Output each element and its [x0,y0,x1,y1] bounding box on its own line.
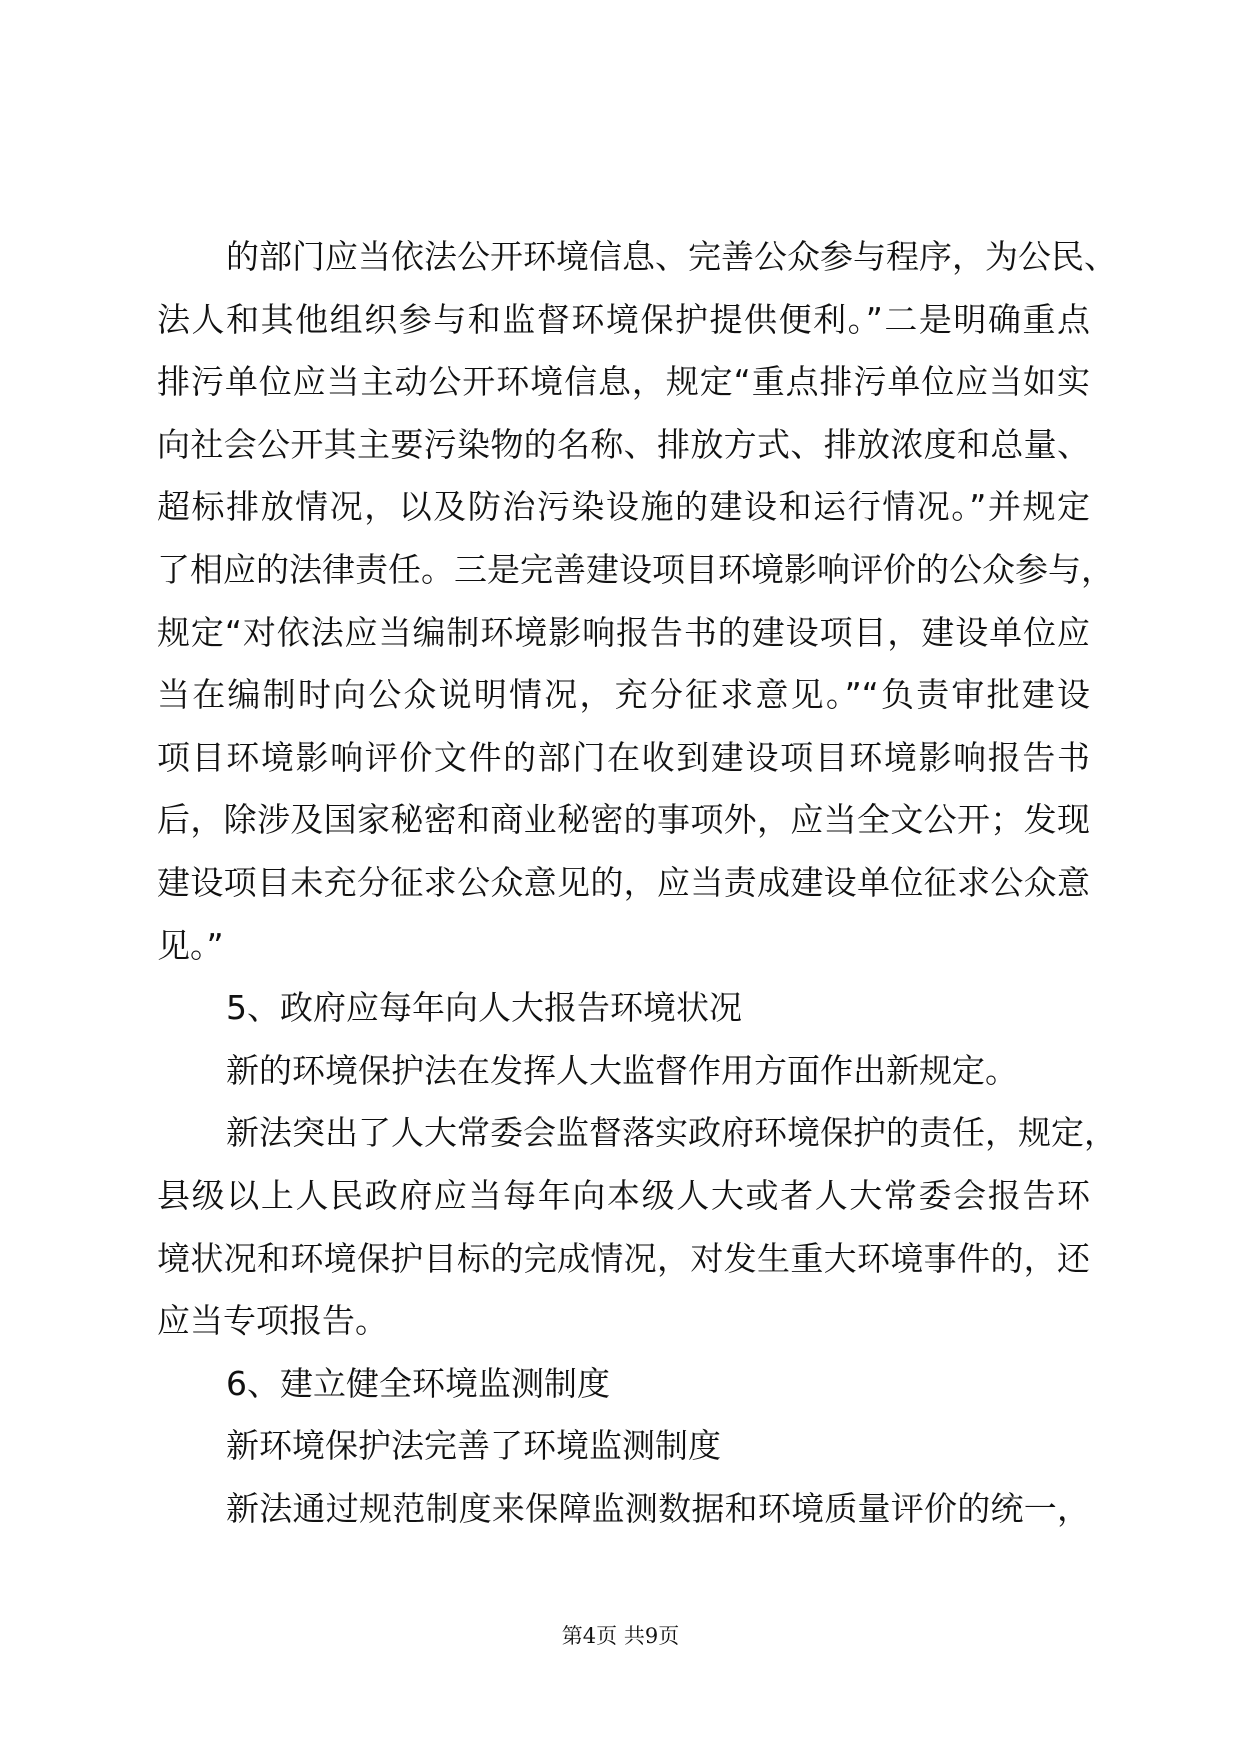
text-line: 当在编制时向公众说明情况，充分征求意见。”“负责审批建设 [157,675,1090,715]
text-line: 超标排放情况，以及防治污染设施的建设和运行情况。”并规定 [157,487,1090,527]
text-line: 县级以上人民政府应当每年向本级人大或者人大常委会报告环 [157,1176,1090,1215]
text-line: 新法通过规范制度来保障监测数据和环境质量评价的统一， [226,1489,1090,1528]
text-line: 排污单位应当主动公开环境信息，规定“重点排污单位应当如实 [157,362,1090,402]
text-line: 后，除涉及国家秘密和商业秘密的事项外，应当全文公开；发现 [157,800,1090,840]
section-heading: 6、建立健全环境监测制度 [226,1363,610,1403]
text-line: 规定“对依法应当编制环境影响报告书的建设项目，建设单位应 [157,612,1090,652]
text-line: 项目环境影响评价文件的部门在收到建设项目环境影响报告书 [157,737,1090,777]
text-line: 建设项目未充分征求公众意见的，应当责成建设单位征求公众意 [157,863,1090,902]
text-line: 新法突出了人大常委会监督落实政府环境保护的责任，规定， [226,1113,1117,1153]
text-line: 新的环境保护法在发挥人大监督作用方面作出新规定。 [226,1050,1018,1090]
text-line: 见。” [157,925,224,965]
text-line: 境状况和环境保护目标的完成情况，对发生重大环境事件的，还 [157,1238,1090,1278]
text-line: 新环境保护法完善了环境监测制度 [226,1426,721,1466]
text-line: 了相应的法律责任。三是完善建设项目环境影响评价的公众参与， [157,550,1114,589]
text-line: 法人和其他组织参与和监督环境保护提供便利。”二是明确重点 [157,299,1090,339]
text-line: 向社会公开其主要污染物的名称、排放方式、排放浓度和总量、 [157,424,1090,464]
text-line: 应当专项报告。 [157,1301,388,1341]
page-footer: 第4页 共9页 [561,1624,680,1648]
section-heading: 5、政府应每年向人大报告环境状况 [226,988,742,1028]
text-line: 的部门应当依法公开环境信息、完善公众参与程序，为公民、 [226,237,1117,276]
